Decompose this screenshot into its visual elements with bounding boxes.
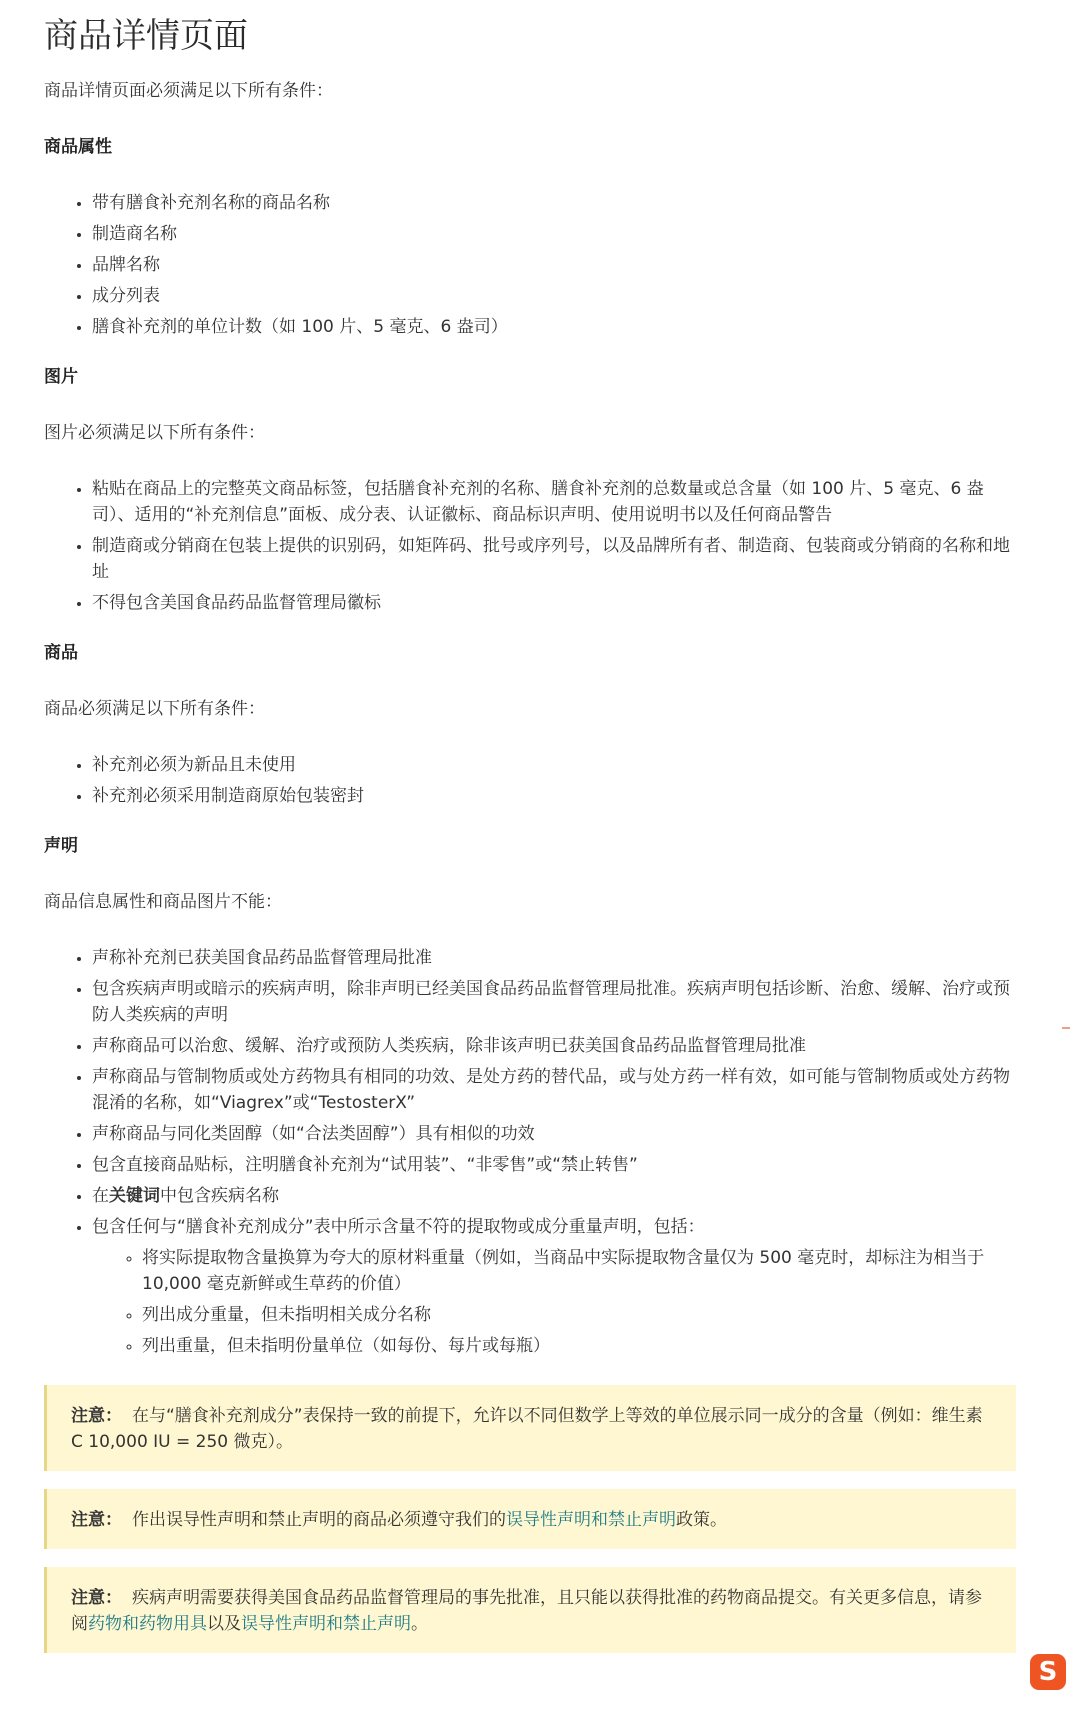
weight-claims-text: 包含任何与“膳食补充剂成分”表中所示含量不符的提取物或成分重量声明，包括： bbox=[92, 1217, 705, 1237]
claims-intro: 商品信息属性和商品图片不能： bbox=[44, 892, 282, 912]
list-item: • 补充剂必须采用制造商原始包装密封 bbox=[92, 783, 1016, 809]
list-item: • 制造商名称 bbox=[92, 221, 1016, 247]
claims-list bbox=[44, 945, 1016, 1359]
product-list bbox=[44, 752, 1016, 809]
list-item-weight-claims bbox=[92, 1214, 1016, 1359]
list-item: • 包含疾病声明或暗示的疾病声明，除非声明已经美国食品药品监督管理局批准。疾病声明包括诊断、治愈、缓解、治疗或预防人类疾病的声明 bbox=[92, 976, 1016, 1028]
misleading-claims-link[interactable]: 误导性声明和禁止声明 bbox=[506, 1510, 676, 1530]
note-unit-equivalence bbox=[44, 1385, 1016, 1471]
list-item: • 膳食补充剂的单位计数（如 100 片、5 毫克、6 盎司） bbox=[92, 314, 1016, 340]
attributes-list bbox=[44, 190, 1016, 340]
note-text: 作出误导性声明和禁止声明的商品必须遵守我们的 bbox=[132, 1510, 506, 1530]
list-item: • 品牌名称 bbox=[92, 252, 1016, 278]
keyword-post: 中包含疾病名称 bbox=[160, 1186, 279, 1206]
note-text: 在与“膳食补充剂成分”表保持一致的前提下，允许以不同但数学上等效的单位展示同一成分的含量（例如：维生素 C 10,000 IU = 250 微克）。 bbox=[71, 1406, 983, 1452]
note-label: 注意： bbox=[71, 1406, 122, 1426]
note-misleading-claims bbox=[44, 1489, 1016, 1549]
list-item: • 不得包含美国食品药品监督管理局徽标 bbox=[92, 590, 1016, 616]
note-text: 政策。 bbox=[676, 1510, 727, 1530]
note-text: 。 bbox=[411, 1614, 428, 1634]
list-item: • 包含直接商品贴标，注明膳食补充剂为“试用装”、“非零售”或“禁止转售” bbox=[92, 1152, 1016, 1178]
list-item: • 补充剂必须为新品且未使用 bbox=[92, 752, 1016, 778]
note-disease-claims bbox=[44, 1567, 1016, 1653]
sub-list-item: ◦ 列出成分重量，但未指明相关成分名称 bbox=[142, 1302, 1016, 1328]
list-item: • 制造商或分销商在包装上提供的识别码，如矩阵码、批号或序列号，以及品牌所有者、制造商、包装商或分销商的名称和地址 bbox=[92, 533, 1016, 585]
edge-marker bbox=[1062, 1027, 1070, 1029]
drugs-link[interactable]: 药物和药物用具 bbox=[88, 1614, 207, 1634]
keyword-pre: 在 bbox=[92, 1186, 109, 1206]
product-intro: 商品必须满足以下所有条件： bbox=[44, 699, 265, 719]
section-heading-attributes: 商品属性 bbox=[44, 137, 112, 157]
sub-list-item: ◦ 列出重量，但未指明份量单位（如每份、每片或每瓶） bbox=[142, 1333, 1016, 1359]
note-text: 以及 bbox=[207, 1614, 241, 1634]
sogou-ime-icon[interactable]: S bbox=[1030, 1654, 1066, 1690]
weight-claims-sublist bbox=[92, 1245, 1016, 1359]
sub-list-item: ◦ 将实际提取物含量换算为夸大的原材料重量（例如，当商品中实际提取物含量仅为 500 毫克时，却标注为相当于 10,000 毫克新鲜或生草药的价值） bbox=[142, 1245, 1016, 1297]
section-heading-claims: 声明 bbox=[44, 836, 78, 856]
note-label: 注意： bbox=[71, 1588, 122, 1608]
section-heading-product: 商品 bbox=[44, 643, 78, 663]
images-list bbox=[44, 476, 1016, 616]
note-label: 注意： bbox=[71, 1510, 122, 1530]
keyword-bold: 关键词 bbox=[109, 1186, 160, 1206]
misleading-claims-link[interactable]: 误导性声明和禁止声明 bbox=[241, 1614, 411, 1634]
list-item: • 声称商品与同化类固醇（如“合法类固醇”）具有相似的功效 bbox=[92, 1121, 1016, 1147]
images-intro: 图片必须满足以下所有条件： bbox=[44, 423, 265, 443]
page-title: 商品详情页面 bbox=[44, 16, 248, 56]
list-item: • 粘贴在商品上的完整英文商品标签，包括膳食补充剂的名称、膳食补充剂的总数量或总含量（如 100 片、5 毫克、6 盎司）、适用的“补充剂信息”面板、成分表、认证徽标、商品标识声明、使用说明书以及任何商品警告 bbox=[92, 476, 1016, 528]
note-text: 疾病声明需要获得美国食品药品监督管理局的事先批准，且只能以获得批准的药物商品提交。有关更多信息，请参阅 bbox=[71, 1588, 982, 1634]
list-item: • 声称商品可以治愈、缓解、治疗或预防人类疾病，除非该声明已获美国食品药品监督管理局批准 bbox=[92, 1033, 1016, 1059]
list-item: • 声称补充剂已获美国食品药品监督管理局批准 bbox=[92, 945, 1016, 971]
list-item: • 成分列表 bbox=[92, 283, 1016, 309]
section-heading-images: 图片 bbox=[44, 367, 78, 387]
page-intro: 商品详情页面必须满足以下所有条件： bbox=[44, 81, 333, 101]
list-item: • 带有膳食补充剂名称的商品名称 bbox=[92, 190, 1016, 216]
list-item-keyword bbox=[92, 1183, 1016, 1209]
list-item: • 声称商品与管制物质或处方药物具有相同的功效、是处方药的替代品，或与处方药一样有效，如可能与管制物质或处方药物混淆的名称，如“Viagrex”或“TestosterX” bbox=[92, 1064, 1016, 1116]
